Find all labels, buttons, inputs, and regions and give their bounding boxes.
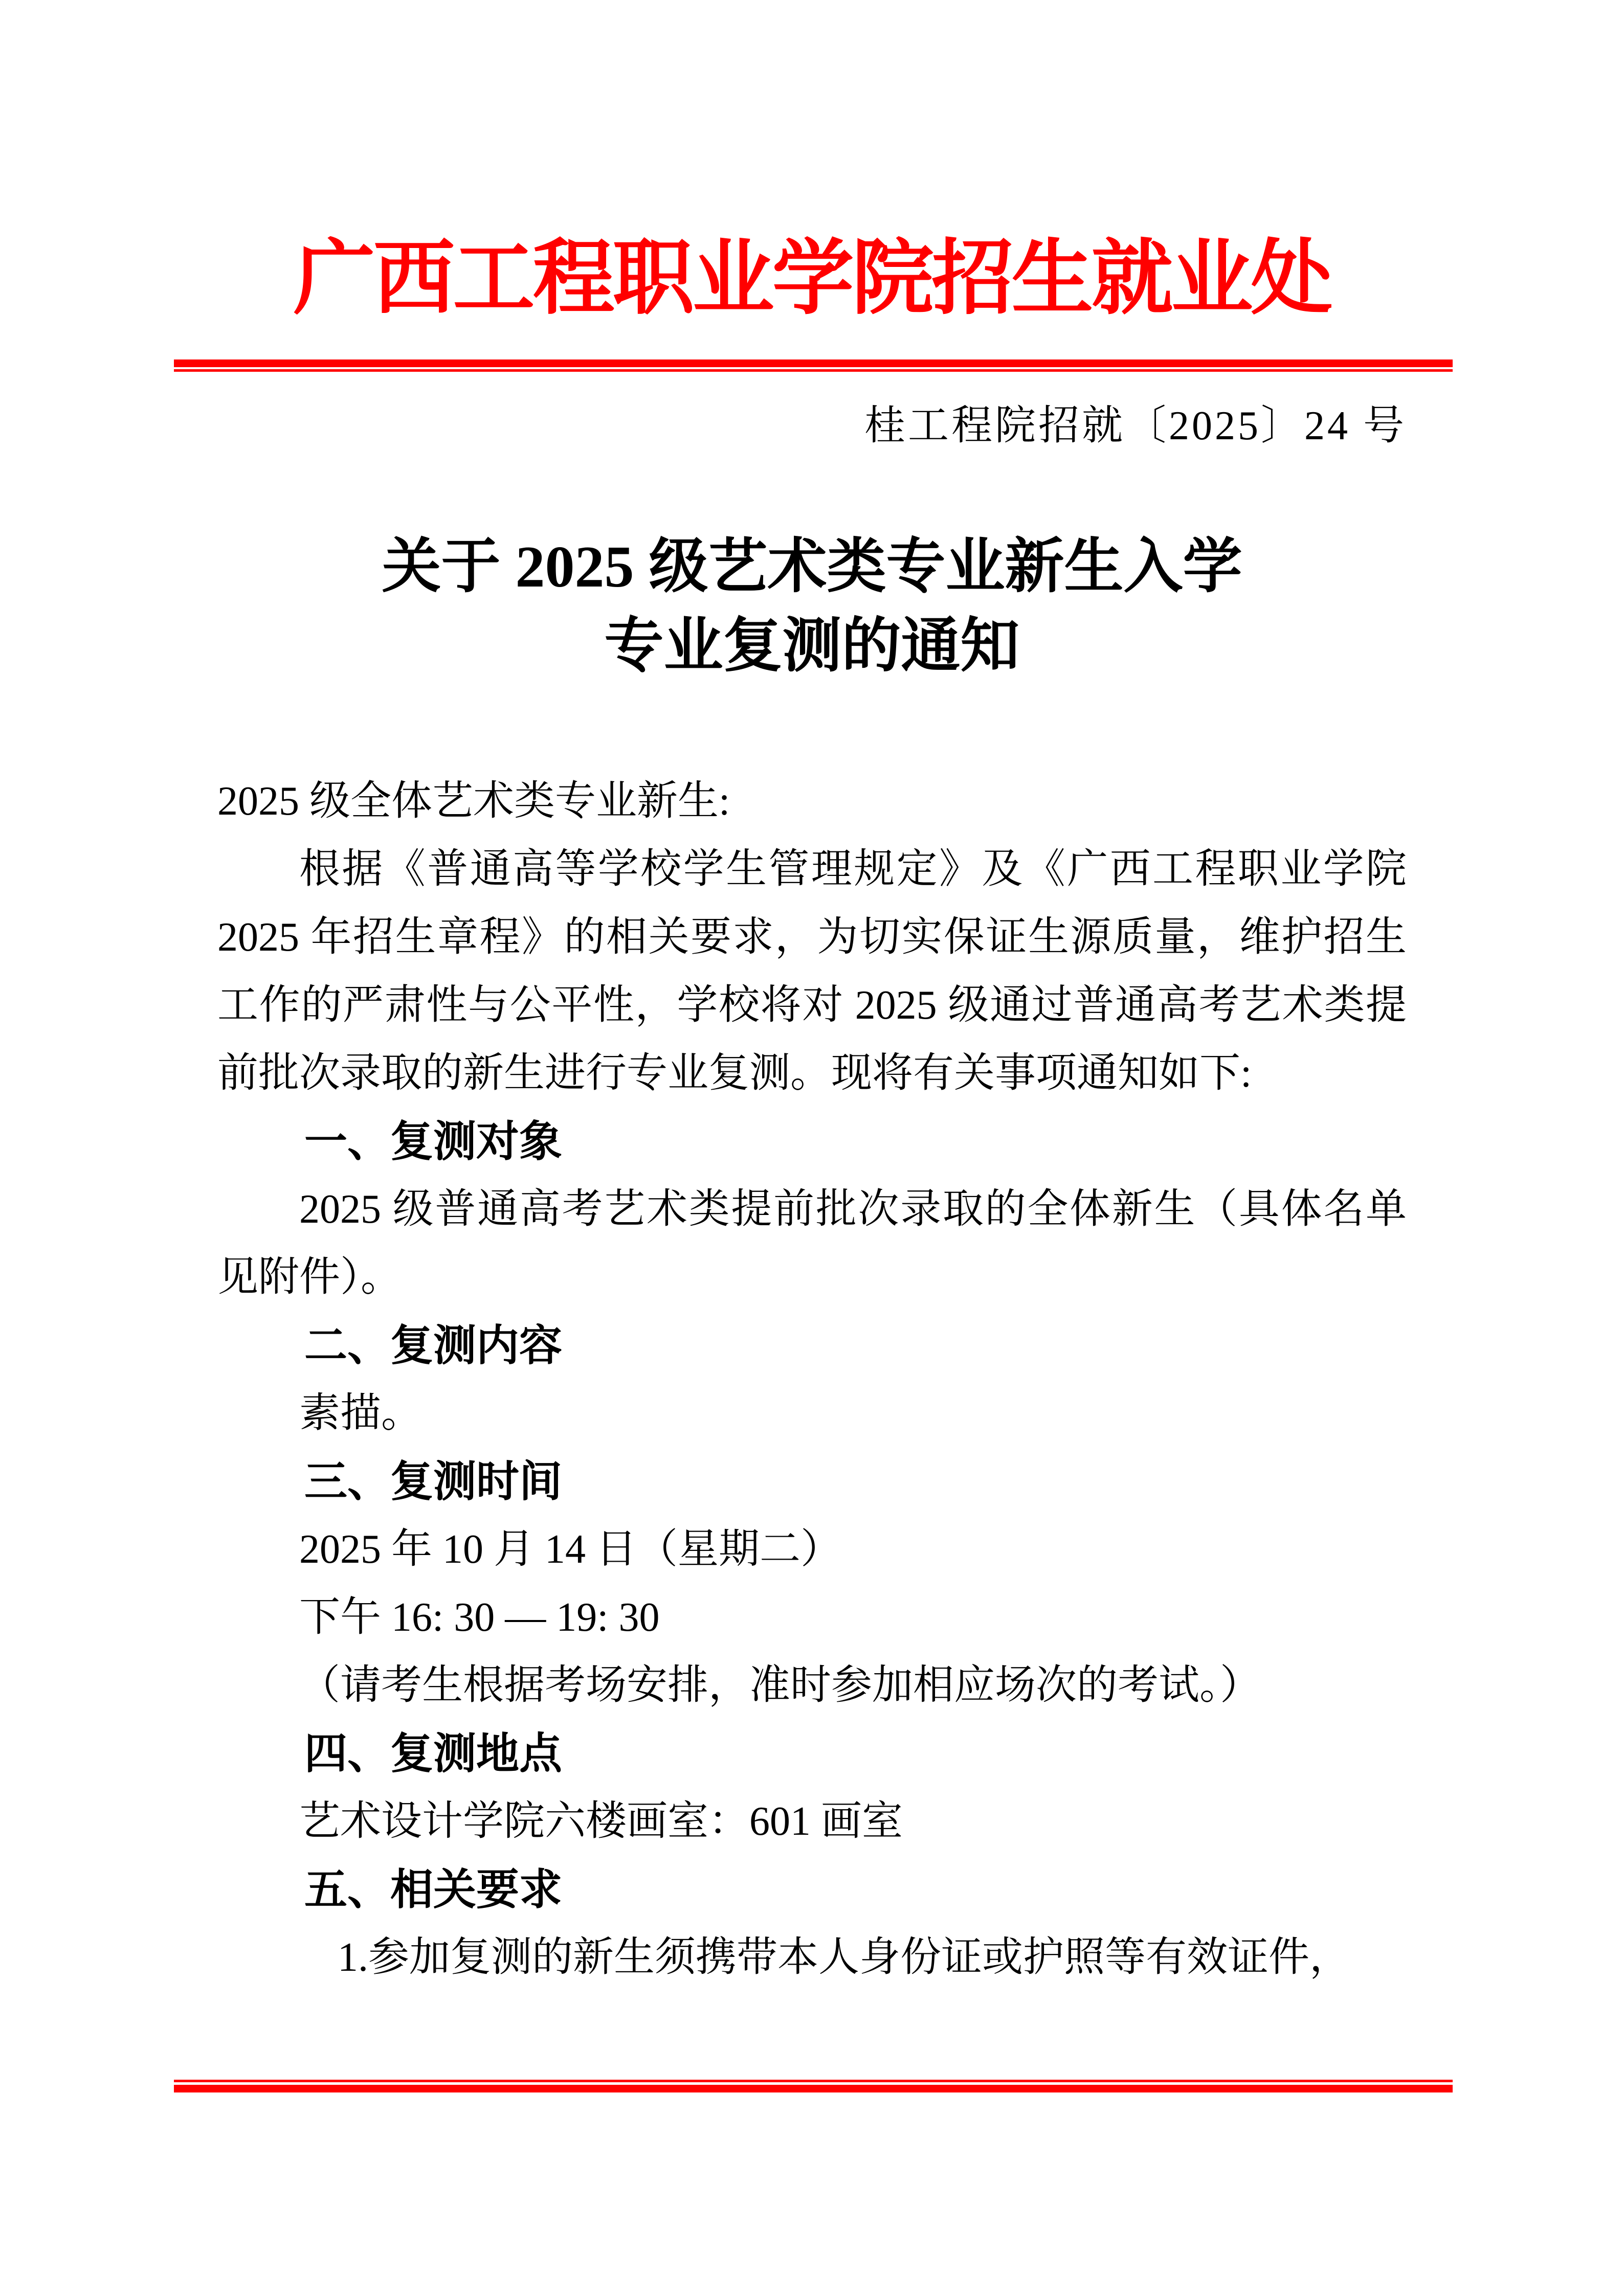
footer-separator	[174, 2080, 1453, 2092]
separator-thick-rule	[174, 2085, 1453, 2092]
notice-body	[217, 768, 1407, 1992]
notice-title-line-2: 专业复测的通知	[604, 614, 1020, 679]
section-4-location-line: 艺术设计学院六楼画室：601 画室	[299, 1799, 903, 1844]
notice-title	[0, 528, 1624, 686]
document-reference-number: 桂工程院招就〔2025〕24 号	[864, 403, 1407, 448]
letterhead-department-title: 广西工程职业学院招生就业处	[293, 233, 1331, 324]
intro-paragraph: 根据《普通高等学校学生管理规定》及《广西工程职业学院 2025 年招生章程》的相关要求，为切实保证生源质量，维护招生工作的严肃性与公平性，学校将对 2025 级通过普通高考艺术类提前批次录取的新生进行专业复测。现将有关事项通知如下:	[217, 847, 1407, 1096]
section-3-note-line: （请考生根据考场安排，准时参加相应场次的考试。）	[299, 1663, 1261, 1708]
section-5-heading: 五、相关要求	[304, 1865, 563, 1914]
notice-title-line-1: 关于 2025 级艺术类专业新生入学	[382, 534, 1242, 600]
separator-thin-rule	[174, 369, 1453, 372]
section-3-date-line: 2025 年 10 月 14 日（星期二）	[299, 1527, 841, 1572]
section-2-heading: 二、复测内容	[304, 1321, 563, 1369]
section-1-heading: 一、复测对象	[304, 1117, 563, 1165]
section-5-item-1: 1.参加复测的新生须携带本人身份证或护照等有效证件，	[338, 1935, 1350, 1980]
separator-thick-rule	[174, 359, 1453, 367]
section-2-paragraph: 素描。	[299, 1391, 422, 1436]
section-1-paragraph: 2025 级普通高考艺术类提前批次录取的全体新生（具体名单见附件）。	[217, 1187, 1407, 1300]
letterhead-separator	[174, 359, 1453, 372]
section-4-heading: 四、复测地点	[304, 1729, 563, 1777]
salutation-line: 2025 级全体艺术类专业新生:	[217, 779, 730, 824]
section-3-heading: 三、复测时间	[304, 1457, 563, 1505]
section-3-time-line: 下午 16: 30 — 19: 30	[299, 1595, 660, 1640]
